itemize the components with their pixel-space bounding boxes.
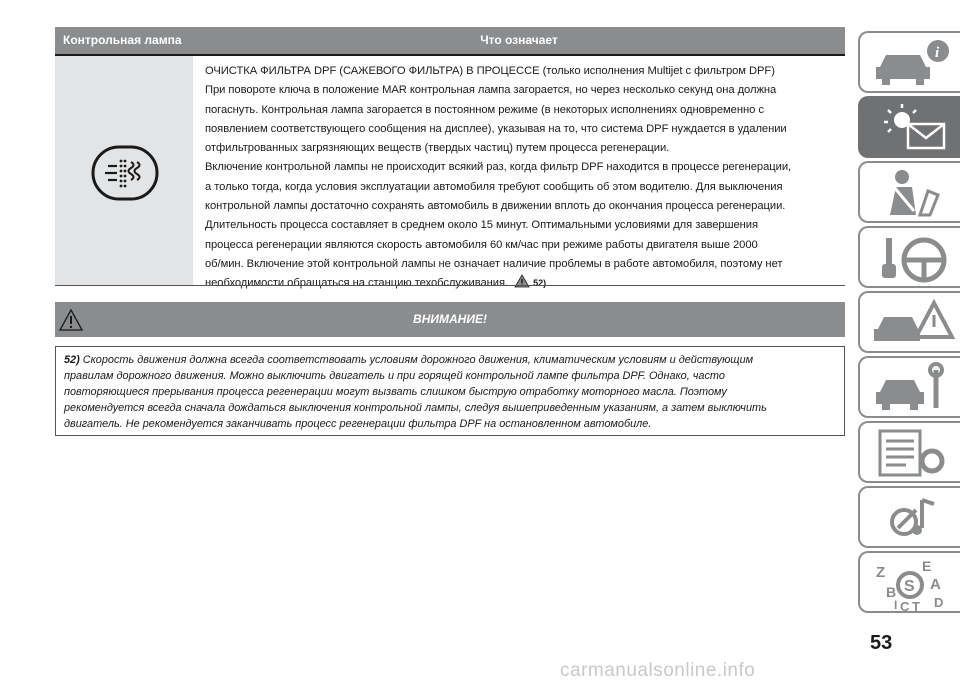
car-emergency-icon <box>872 297 958 349</box>
reference-link[interactable]: 52) <box>533 278 547 289</box>
svg-text:B: B <box>886 584 897 600</box>
warning-line: рекомендуется всегда сначала дождаться выключения контрольной лампы, следуя вышеприведенным указаниям, а затем выключить <box>64 402 767 414</box>
warning-line: правилам дорожного движения. Можно выключить двигатель и при горящей контрольной лампе фильтра DPF. Однако, часто <box>64 370 725 382</box>
table-bottom-rule <box>55 285 845 286</box>
meaning-line: При повороте ключа в положение MAR контрольная лампа загорается, но через несколько секунд она должна <box>205 84 777 97</box>
steering-wheel-icon <box>872 232 958 284</box>
tab-emergency[interactable] <box>858 291 960 353</box>
meaning-line: а только тогда, когда условия эксплуатации автомобиля требуют сообщить об этом водителю. Для выключения <box>205 180 783 193</box>
tab-dashboard-info[interactable] <box>858 31 960 93</box>
meaning-line: процесса регенерации являются скорость автомобиля 60 км/час при режиме работы двигателя выше 2000 <box>205 238 758 251</box>
warning-line-text: Скорость движения должна всегда соответствовать условиям дорожного движения, климатическим условиям и действующим <box>82 354 754 366</box>
meaning-line: появлением соответствующего сообщения на дисплее), указывая на то, что система DPF нуждается в удалении <box>205 122 787 135</box>
meaning-line: контрольной лампы достаточно сохранять автомобиль в движении вплоть до окончания процесса регенерации. <box>205 200 786 213</box>
meaning-line: ОЧИСТКА ФИЛЬТРА DPF (САЖЕВОГО ФИЛЬТРА) В ПРОЦЕССЕ (только исполнения Multijet с фильтром DPF) <box>205 65 775 77</box>
meaning-line: об/мин. Включение этой контрольной лампы не означает наличие проблемы в работе автомобиля, поэтому нет <box>205 257 783 270</box>
warning-number: 52) <box>64 354 80 366</box>
multimedia-note-icon <box>872 492 958 544</box>
lamp-cell <box>55 56 193 285</box>
page-number: 53 <box>870 632 893 654</box>
watermark: carmanualsonline.info <box>560 660 756 681</box>
svg-text:T: T <box>912 599 920 613</box>
warning-triangle-icon <box>514 274 530 288</box>
meaning-cell <box>205 62 845 294</box>
warning-line: повторяющиеся прерывания процесса регенерации могут вызвать слишком быструю отработку моторного масла. Поэтому <box>64 386 727 398</box>
tab-safety[interactable] <box>858 161 960 223</box>
tab-warning-lights[interactable] <box>858 96 960 158</box>
meaning-line: Длительность процесса составляет в среднем около 15 минут. Оптимальными условиями для завершения <box>205 219 759 232</box>
tab-technical-data[interactable] <box>858 421 960 483</box>
svg-text:Z: Z <box>876 564 886 581</box>
svg-text:D: D <box>934 595 944 610</box>
warning-title: ВНИМАНИЕ! <box>413 312 487 326</box>
meaning-line: Включение контрольной лампы не происходит всякий раз, когда фильтр DPF находится в процессе регенерации, <box>205 161 792 174</box>
tab-starting-driving[interactable] <box>858 226 960 288</box>
tab-multimedia[interactable] <box>858 486 960 548</box>
dpf-warning-lamp-icon <box>90 144 160 202</box>
column-header-meaning: Что означает <box>480 33 558 47</box>
car-info-icon <box>872 37 958 89</box>
tab-maintenance[interactable] <box>858 356 960 418</box>
car-wrench-icon <box>872 362 958 414</box>
warning-line <box>64 352 836 368</box>
meaning-line: отфильтрованных загрязняющих веществ (твердых частиц) путем процесса регенерации. <box>205 142 670 155</box>
tab-index[interactable] <box>858 551 960 613</box>
svg-text:S: S <box>904 578 915 595</box>
meaning-line: необходимости обращаться на станцию техобслуживания. <box>205 277 509 290</box>
warning-line: двигатель. Не рекомендуется заканчивать процесс регенерации фильтра DPF на остановленном автомобиле. <box>64 418 652 430</box>
column-header-lamp: Контрольная лампа <box>63 33 182 47</box>
svg-text:C: C <box>900 599 910 613</box>
seatbelt-safety-icon <box>872 167 958 219</box>
svg-text:E: E <box>922 558 932 574</box>
lamp-message-icon <box>872 102 958 154</box>
svg-text:A: A <box>930 576 941 593</box>
svg-text:i: i <box>935 45 940 61</box>
alphabet-index-icon <box>872 557 958 613</box>
warning-body <box>55 346 845 436</box>
svg-text:I: I <box>894 598 898 612</box>
table-header <box>55 27 845 56</box>
meaning-line: погаснуть. Контрольная лампа загорается в постоянном режиме (в некоторых исполнениях одновременно с <box>205 103 764 116</box>
data-sheet-gear-icon <box>872 427 958 479</box>
meaning-last-line <box>205 274 845 293</box>
warning-header <box>55 302 845 337</box>
